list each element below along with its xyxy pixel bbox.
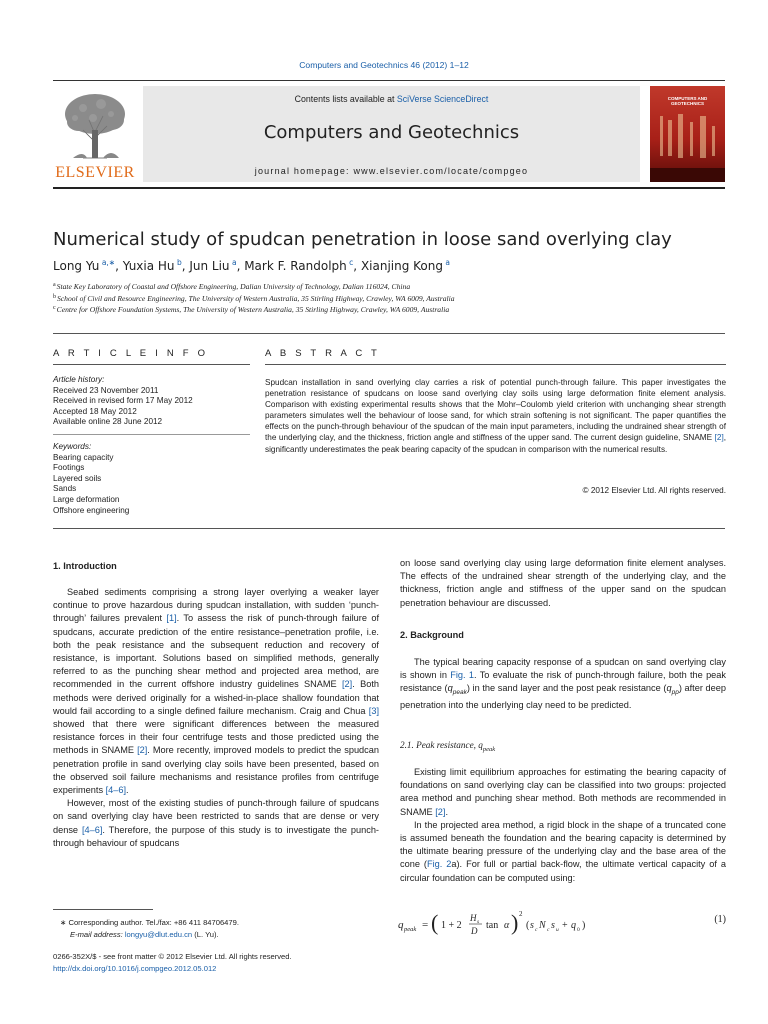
affiliation-text: State Key Laboratory of Coastal and Offshore Engineering, Dalian University of Technology, Dalian 116024, China (56, 282, 411, 291)
contents-line (143, 94, 640, 104)
affiliation (53, 305, 449, 314)
issn-line: 0266-352X/$ - see front matter © 2012 Elsevier Ltd. All rights reserved. (53, 952, 292, 961)
author-name[interactable]: Xianjing Kong (360, 259, 443, 273)
history-item: Accepted 18 May 2012 (53, 406, 137, 416)
elsevier-logo (53, 86, 137, 182)
svg-text:c: c (535, 927, 538, 933)
abstract-heading: A B S T R A C T (265, 348, 381, 359)
keywords (53, 442, 253, 516)
keyword: Large deformation (53, 494, 120, 504)
affiliation-mark: c (53, 305, 56, 311)
section-heading-background: 2. Background (400, 630, 464, 640)
svg-text:): ) (582, 920, 586, 931)
figure-link[interactable]: Fig. 2 (426, 859, 452, 870)
citation-link[interactable]: [2] (435, 806, 446, 817)
article-history (53, 375, 253, 428)
equation-number: (1) (714, 914, 726, 925)
svg-text:(: ( (431, 910, 439, 935)
homepage-label: journal homepage: (254, 166, 354, 176)
citation-link[interactable]: [3] (368, 705, 379, 716)
right-column-intro (400, 557, 726, 610)
svg-text:N: N (539, 920, 546, 931)
journal-banner (143, 86, 640, 182)
keywords-rule (53, 434, 250, 435)
article-title: Numerical study of spudcan penetration in loose sand overlying clay (53, 229, 672, 250)
author-name[interactable]: Long Yu (53, 259, 100, 273)
subsection-sub: peak (482, 745, 496, 753)
abstract-body: Spudcan installation in sand overlying clay carries a risk of potential punch-through failure. This paper investigates the penetration resistance of spudcans on loose sand overlying clay soils using large deformation finite element analysis. Comparison with existing experimental results shows that the Mohr–Coulomb yield criterion with unchanging shear strength parameters simulates well the behaviour of loose sand, for which strain softening is not significant. The paper quantifies the effects on the punch-through behaviour of the spudcan of the main input parameters, including the undrained shear strength of the underlying clay, and the thickness, friction angle and stiffness of the upper sand. The current design guideline, SNAME (265, 378, 726, 443)
paragraph: In the projected area method, a rigid block in the shape of a truncated cone is assumed beneath the foundation and the bearing capacity is determined by the ultimate bearing pressure of the underlying clay and the base area of the cone (Fig. 2a). For full or partial back-flow, the ultimate vertical capacity of a circular foundation can be computed using: (400, 819, 726, 883)
svg-text:α: α (504, 920, 510, 931)
svg-text:): ) (511, 910, 519, 935)
subsection-title: 2.1. Peak resistance, (400, 740, 479, 750)
email-suffix: (L. Yu). (192, 930, 219, 939)
journal-homepage (143, 166, 640, 176)
background-body (400, 656, 726, 713)
svg-text:=: = (422, 919, 429, 931)
journal-cover (650, 86, 725, 182)
svg-text:tan: tan (486, 920, 499, 931)
svg-text:s: s (551, 920, 555, 931)
citation-link[interactable]: [2] (342, 679, 353, 690)
abstract-rule (265, 364, 726, 365)
homepage-link[interactable]: www.elsevier.com/locate/compgeo (353, 166, 529, 176)
keyword: Footings (53, 463, 85, 473)
author-affiliation-mark[interactable]: c (349, 258, 354, 267)
abstract-text (265, 377, 726, 455)
svg-text:c: c (547, 927, 550, 933)
author-name[interactable]: Jun Liu (189, 259, 230, 273)
author-list: Long Yu $^{a,∗}$, Yuxia Hu $^b$, Jun Liu $^a$, Mark F. Randolph $^c$, Xianjing Kong $^a$ (53, 258, 451, 273)
svg-text:u: u (556, 927, 559, 933)
email-note (70, 930, 219, 939)
abstract-copyright: © 2012 Elsevier Ltd. All rights reserved. (582, 486, 726, 495)
keyword: Offshore engineering (53, 505, 130, 515)
citation-link[interactable]: [2] (137, 745, 148, 756)
subsection-heading (400, 740, 495, 753)
author-affiliation-mark[interactable]: a (445, 258, 451, 267)
section-heading-introduction: 1. Introduction (53, 561, 117, 571)
journal-title: Computers and Geotechnics (263, 122, 520, 143)
paragraph: Existing limit equilibrium approaches for estimating the bearing capacity of foundations on sand overlying clay can be classified into two groups: projected area method and punching shear method. Both methods are recommended in SNAME [2]. (400, 767, 726, 817)
article-info-rule (53, 364, 250, 365)
header-top-rule (53, 80, 725, 81)
svg-text:H: H (470, 913, 477, 923)
equation-graphic (398, 908, 726, 938)
affiliation (53, 282, 410, 291)
author-name[interactable]: Yuxia Hu (122, 259, 175, 273)
contents-prefix: Contents lists available at (294, 94, 397, 104)
author-affiliation-mark[interactable]: a,∗ (101, 258, 116, 267)
figure-link[interactable]: Fig. 1 (450, 670, 474, 681)
history-label: Article history: (53, 375, 105, 384)
email-link[interactable]: longyu@dlut.edu.cn (124, 930, 193, 939)
cover-title: COMPUTERS AND GEOTECHNICS (667, 96, 708, 106)
equation-1 (398, 908, 726, 936)
citation-link[interactable]: [2] (714, 433, 724, 443)
introduction-body (53, 586, 379, 850)
affiliation (53, 294, 455, 303)
paragraph: Seabed sediments comprising a strong layer overlying a weaker layer continue to prove hazardous during spudcan installation, with sudden ‘punch-through’ failures prevalent [1]. To assess the risk of punch-through failure of spudcans, accurate prediction of the entire resistance–penetration profile, i.e. both the peak resistance and the subsequent reduction and recovery of resistance, is important. Solutions based on simplified methods, generally referred to as the punching shear method and projected area method, are recommended in the current offshore industry guidelines SNAME [2]. Both methods were derived originally for a wished-in-place shallow foundation that would fail according to a single defined failure mechanism. Craig and Chua [3] showed that there were significant differences between the measured resistance forces in their four centrifuge tests and those predicted using the methods in SNAME [2]. More recently, improved models to predict the spudcan penetration profile in sand overlying clay soils have been presented, based on the observed soil failure mechanisms and resistance profiles from centrifuge experiments [4–6]. (53, 587, 379, 796)
paragraph: on loose sand overlying clay using large deformation finite element analyses. The effects of the undrained shear strength of the underlying clay, and the thickness, friction angle and stiffness of the upper sand on the spudcan penetration behaviour are discussed. (400, 558, 726, 608)
affiliation-text: Centre for Offshore Foundation Systems, The University of Western Australia, 35 Stirling Highway, Crawley, WA 6009, Australia (56, 305, 450, 314)
section-divider (53, 333, 725, 334)
citation-link[interactable]: [4–6] (81, 824, 103, 835)
svg-text:s: s (530, 920, 534, 931)
article-info-heading: A R T I C L E I N F O (53, 348, 209, 359)
citation-link[interactable]: [4–6] (105, 785, 127, 796)
peak-resistance-body (400, 766, 726, 885)
citation-link[interactable]: [1] (166, 613, 177, 624)
svg-text:s: s (477, 919, 480, 925)
elsevier-wordmark: ELSEVIER (55, 164, 135, 181)
svg-text:q: q (571, 920, 576, 931)
svg-text:peak: peak (404, 926, 417, 933)
author-affiliation-mark[interactable]: a (231, 258, 237, 267)
svg-text:2: 2 (519, 910, 523, 918)
svg-text:(: ( (526, 920, 530, 931)
author-affiliation-mark[interactable]: b (176, 258, 182, 267)
footnote-rule (53, 909, 153, 910)
subsection-var: q (478, 740, 483, 750)
svg-text:+: + (562, 920, 568, 931)
history-item: Received 23 November 2011 (53, 385, 159, 395)
svg-text:D: D (471, 926, 478, 936)
section-divider (53, 528, 725, 529)
abstract-body: , significantly underestimates the peak bearing capacity of the spudcan in comparison with the numerical results. (265, 433, 726, 454)
corresponding-author-note: ∗ Corresponding author. Tel./fax: +86 411 84706479. (60, 918, 239, 927)
author-name[interactable]: Mark F. Randolph (244, 259, 347, 273)
paragraph: The typical bearing capacity response of a spudcan on sand overlying clay is shown in Fig. 1. To evaluate the risk of punch-through failure, both the peak resistance $(q_{peak})$ in the sand layer and the post peak resistance $(q_{pp})$ after deep penetration into the underlying clay need to be predicted. (400, 657, 726, 711)
history-item: Received in revised form 17 May 2012 (53, 396, 193, 406)
keyword: Sands (53, 484, 77, 494)
doi-link[interactable]: http://dx.doi.org/10.1016/j.compgeo.2012.05.012 (53, 964, 217, 973)
keyword: Layered soils (53, 473, 102, 483)
affiliation-mark: a (53, 282, 56, 288)
header-bottom-rule (53, 187, 725, 189)
keywords-label: Keywords: (53, 442, 92, 451)
affiliation-text: School of Civil and Resource Engineering, The University of Western Australia, 35 Stirling Highway, Crawley, WA 6009, Australia (57, 294, 455, 303)
history-item: Available online 28 June 2012 (53, 417, 163, 427)
affiliation-mark: b (53, 294, 56, 300)
keyword: Bearing capacity (53, 452, 114, 462)
svg-text:0: 0 (577, 927, 580, 933)
svg-text:1 + 2: 1 + 2 (441, 920, 462, 931)
sciencedirect-link[interactable]: SciVerse ScienceDirect (396, 94, 489, 104)
email-label: E-mail address: (70, 930, 125, 939)
paragraph: However, most of the existing studies of punch-through failure of spudcans on sand overlying clay have been restricted to sands that are dense or very dense [4–6]. Therefore, the purpose of this study is to investigate the punch-through behaviour of spudcans (53, 798, 379, 848)
journal-reference[interactable]: Computers and Geotechnics 46 (2012) 1–12 (299, 60, 469, 70)
svg-text:q: q (398, 919, 404, 931)
